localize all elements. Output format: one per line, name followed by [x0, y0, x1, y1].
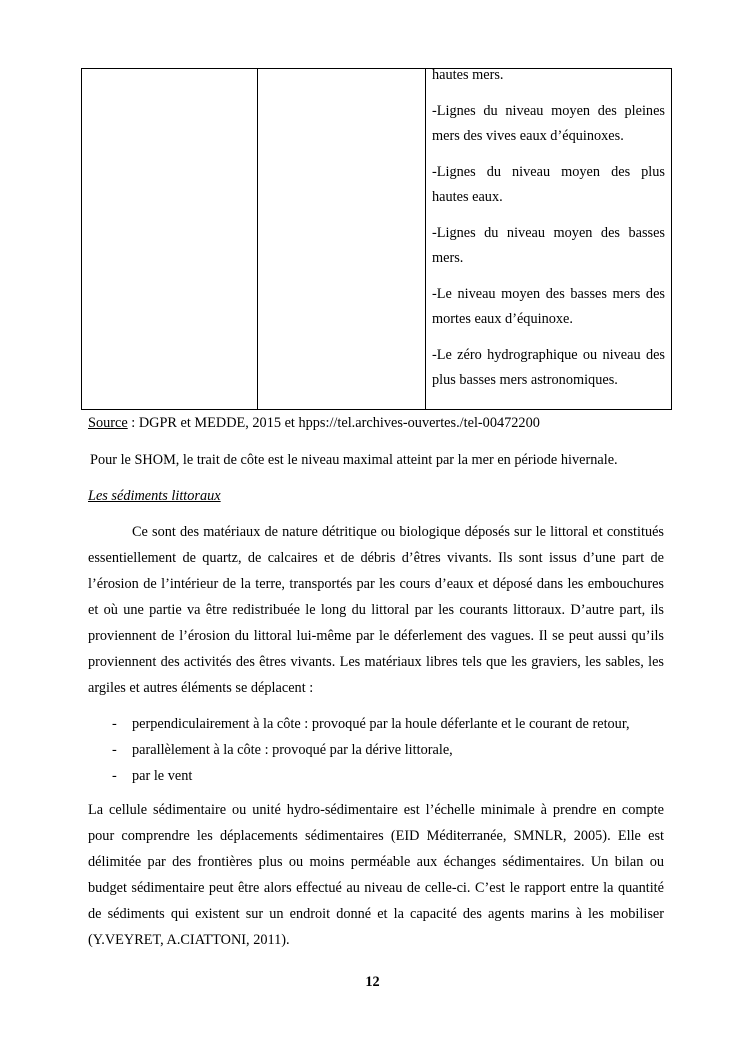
levels-item: -Lignes du niveau moyen des basses mers.: [432, 225, 665, 266]
list-item-text: parallèlement à la côte : provoqué par la dérive littorale,: [132, 742, 453, 758]
continuation-table: [81, 68, 672, 410]
table-row: [82, 69, 672, 410]
shom-sentence: Pour le SHOM, le trait de côte est le niveau maximal atteint par la mer en période hivernale.: [90, 452, 618, 468]
list-item: [88, 763, 664, 789]
levels-item: -Le zéro hydrographique ou niveau des plus basses mers astronomiques.: [432, 347, 665, 388]
levels-item: -Lignes du niveau moyen des pleines mers des vives eaux d’équinoxes.: [432, 103, 665, 144]
movement-list: [88, 711, 664, 789]
list-bullet: -: [112, 742, 117, 758]
list-bullet: -: [112, 716, 117, 732]
levels-item: -Lignes du niveau moyen des plus hautes eaux.: [432, 164, 665, 205]
section-title: Les sédiments littoraux: [88, 488, 221, 504]
page-number: 12: [365, 974, 380, 990]
table-cell-levels: [426, 69, 672, 410]
list-bullet: -: [112, 768, 117, 784]
paragraph-sediment-cell: La cellule sédimentaire ou unité hydro-sédimentaire est l’échelle minimale à prendre en compte pour comprendre les déplacements sédimentaires (EID Méditerranée, SMNLR, 2005). Elle est délimitée par des frontières plus ou moins perméable aux échanges sédimentaires. Un bilan ou budget sédimentaire peut être alors effectué au niveau de celle-ci. C’est le rapport entre la quantité de sédiments qui existent sur un endroit donné et la capacité des agents marins à les mobiliser (Y.VEYRET, A.CIATTONI, 2011).: [88, 802, 664, 948]
levels-item: hautes mers.: [432, 67, 504, 83]
paragraph-sediments: [88, 519, 664, 701]
source-label: Source: [88, 415, 128, 431]
list-item: [88, 737, 664, 763]
list-item-text: perpendiculairement à la côte : provoqué par la houle déferlante et le courant de retour,: [132, 716, 630, 732]
table-source: [88, 414, 540, 432]
list-item-text: par le vent: [132, 768, 193, 784]
source-text: : DGPR et MEDDE, 2015 et hpps://tel.archives-ouvertes./tel-00472200: [127, 415, 540, 431]
list-item: [88, 711, 664, 737]
levels-item: -Le niveau moyen des basses mers des mortes eaux d’équinoxe.: [432, 286, 665, 327]
paragraph-text: Ce sont des matériaux de nature détritique ou biologique déposés sur le littoral et constitués essentiellement de quartz, de calcaires et de débris d’êtres vivants. Ils sont issus d’une part de l’érosion de l’intérieur de la terre, transportés par les cours d’eaux et déposé dans les embouchures et où une partie va être redistribuée le long du littoral par les courants littoraux. D’autre part, ils proviennent de l’érosion du littoral lui-même par le déferlement des vagues. Il se peut aussi qu’ils proviennent des activités des êtres vivants. Les matériaux libres tels que les graviers, les sables, les argiles et autres éléments se déplacent :: [88, 524, 664, 696]
table-cell-empty-1: [82, 69, 258, 410]
table-cell-empty-2: [258, 69, 426, 410]
